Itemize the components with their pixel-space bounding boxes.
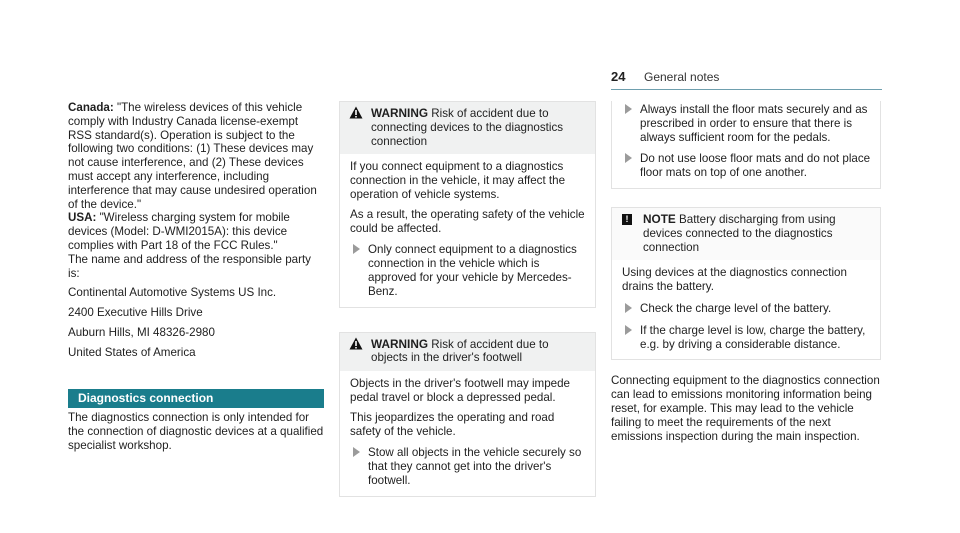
- instruction-step: [350, 243, 587, 298]
- step-text: Stow all objects in the vehicle securely so that they cannot get into the driver's footwell.: [368, 446, 582, 487]
- warning-box: [339, 332, 596, 497]
- header-rule: [611, 89, 882, 90]
- column-left: [68, 101, 324, 453]
- note-text: Using devices at the diagnostics connection drains the battery.: [622, 266, 847, 294]
- warning-keyword: WARNING: [371, 336, 429, 351]
- warning-triangle-icon: [349, 106, 363, 119]
- note-keyword: NOTE: [643, 211, 676, 226]
- address-line: Auburn Hills, MI 48326-2980: [68, 325, 215, 339]
- responsible-party-intro: The name and address of the responsible party is:: [68, 252, 311, 280]
- arrow-right-icon: [625, 325, 632, 335]
- instruction-step: [622, 152, 872, 180]
- warning-title: Risk of accident due to connecting devices to the diagnostics connection: [371, 107, 564, 148]
- instruction-step: [622, 324, 872, 352]
- arrow-right-icon: [353, 447, 360, 457]
- warning-text: This jeopardizes the operating and road safety of the vehicle.: [350, 410, 555, 438]
- arrow-right-icon: [625, 153, 632, 163]
- canada-paragraph: [68, 101, 324, 211]
- address-line: 2400 Executive Hills Drive: [68, 306, 203, 320]
- address-line: Continental Automotive Systems US Inc.: [68, 286, 277, 300]
- diagnostics-text: The diagnostics connection is only intended for the connection of diagnostic devices at a qualified specialist workshop.: [68, 411, 324, 452]
- column-middle: [339, 101, 596, 513]
- step-text: Only connect equipment to a diagnostics connection in the vehicle which is approved for your vehicle by Mercedes-Benz.: [368, 243, 577, 298]
- step-text: Check the charge level of the battery.: [640, 301, 832, 315]
- warning-body: [340, 371, 595, 496]
- step-text: Always install the floor mats securely and as prescribed in order to ensure that there is always sufficient room for the pedals.: [640, 103, 868, 144]
- page-number: 24: [611, 69, 626, 84]
- instruction-step: [350, 446, 587, 487]
- continuation-body: [612, 101, 880, 188]
- arrow-right-icon: [625, 303, 632, 313]
- canada-label: Canada:: [68, 101, 114, 114]
- column-right: [611, 101, 881, 443]
- arrow-right-icon: [625, 104, 632, 114]
- note-exclamation-icon: !: [622, 214, 632, 225]
- note-box: [611, 207, 881, 360]
- address-line: United States of America: [68, 345, 196, 359]
- instruction-step: [622, 302, 872, 316]
- warning-box: [339, 101, 596, 308]
- step-text: If the charge level is low, charge the battery, e.g. by driving a considerable distance.: [640, 323, 866, 351]
- canada-text: "The wireless devices of this vehicle comply with Industry Canada license-exempt RSS standard(s). Operation is subject to the following two conditions: (1) These devices may not cause interference, and (2) These devices must accept any interference, including interference that may cause undesired operation of the device.": [68, 101, 317, 211]
- warning-text: Objects in the driver's footwell may impede pedal travel or block a depressed pedal.: [350, 377, 571, 404]
- warning-continuation-box: [611, 101, 881, 189]
- usa-label: USA:: [68, 211, 97, 225]
- warning-body: [340, 154, 595, 306]
- closing-paragraph: Connecting equipment to the diagnostics connection can lead to emissions monitoring information being reset, for example. This may lead to the vehicle failing to meet the requirements of the next emissions inspection during the main inspection.: [611, 374, 880, 443]
- section-title: General notes: [644, 70, 720, 84]
- warning-title: Risk of accident due to objects in the driver's footwell: [371, 337, 549, 365]
- usa-text: "Wireless charging system for mobile devices (Model: D-WMI2015A): this device complies with Part 18 of the FCC Rules.": [68, 211, 290, 252]
- warning-triangle-icon: [349, 337, 363, 350]
- warning-header: [340, 102, 595, 154]
- warning-keyword: WARNING: [371, 106, 429, 120]
- note-title: Battery discharging from using devices connected to the diagnostics connection: [643, 212, 836, 254]
- instruction-step: [622, 103, 872, 144]
- note-body: [612, 260, 880, 359]
- warning-header: [340, 333, 595, 372]
- step-text: Do not use loose floor mats and do not place floor mats on top of one another.: [640, 152, 871, 180]
- warning-text: If you connect equipment to a diagnostics connection in the vehicle, it may affect the operation of vehicle systems.: [350, 160, 566, 201]
- note-header: [612, 208, 880, 260]
- page-header: [611, 69, 882, 89]
- warning-text: As a result, the operating safety of the vehicle could be affected.: [350, 207, 585, 235]
- diagnostics-heading: Diagnostics connection: [68, 389, 324, 409]
- arrow-right-icon: [353, 244, 360, 254]
- usa-paragraph: [68, 211, 324, 252]
